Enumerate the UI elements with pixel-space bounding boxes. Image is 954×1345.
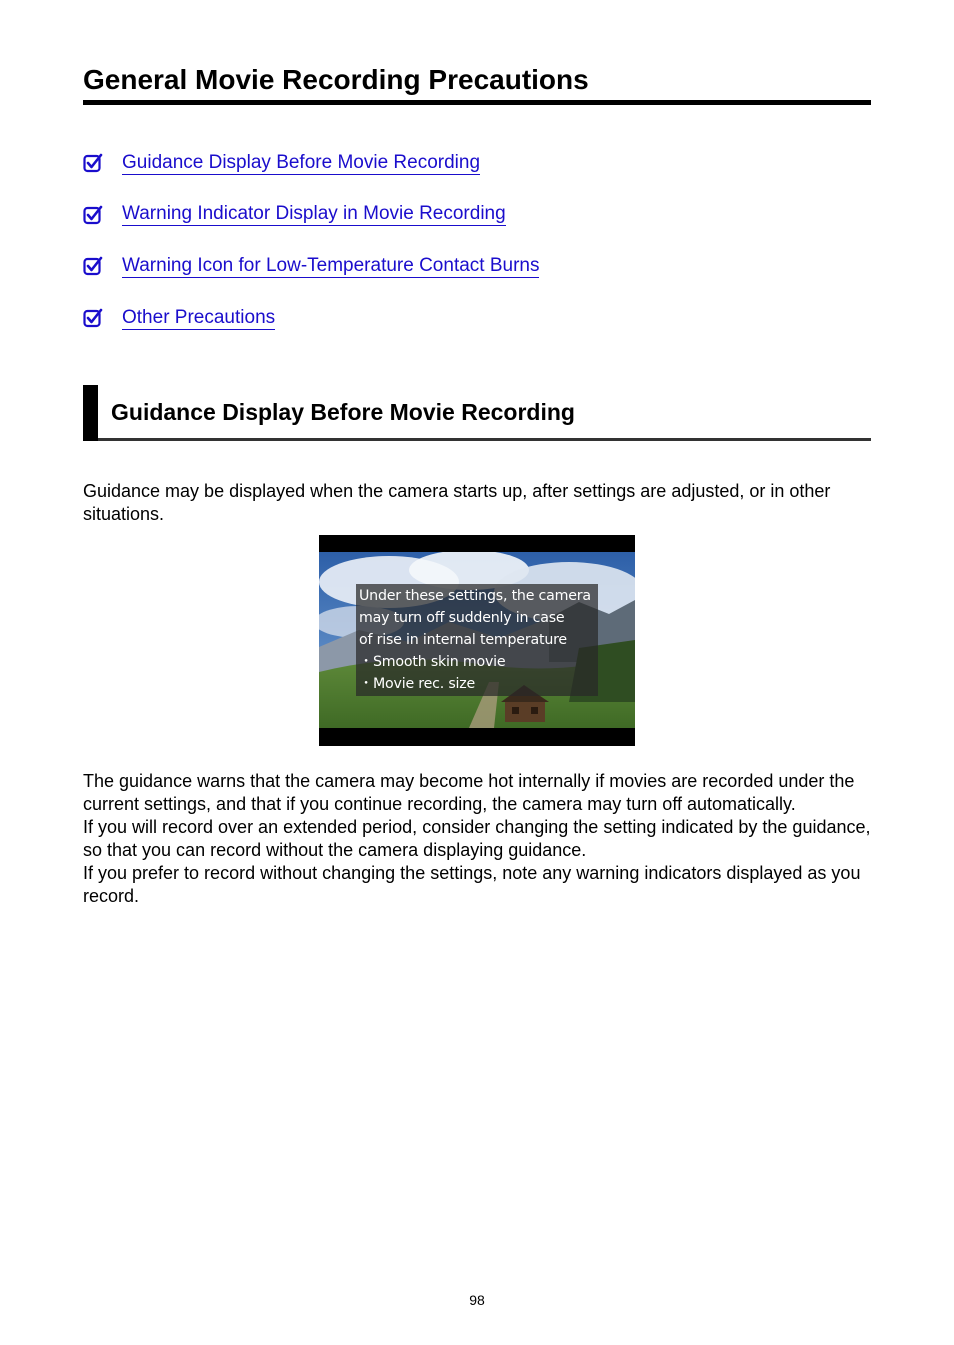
- section-heading: [83, 385, 871, 441]
- section-body: [83, 770, 873, 908]
- camera-screen-image: [319, 535, 635, 746]
- checkbox-icon: [83, 308, 103, 328]
- guidance-line: ・Smooth skin movie: [359, 654, 506, 670]
- section-heading-bar: [83, 385, 98, 441]
- toc-link-warning-icon-burns[interactable]: Warning Icon for Low-Temperature Contact Burns: [122, 254, 540, 276]
- checkbox-icon: [83, 153, 103, 173]
- guidance-line: Under these settings, the camera: [359, 588, 591, 604]
- guidance-line: ・Movie rec. size: [359, 676, 476, 692]
- body-paragraph: If you will record over an extended period, consider changing the setting indicated by the guidance, so that you can record without the camera displaying guidance.: [83, 817, 871, 860]
- guidance-overlay: [356, 584, 598, 696]
- toc-link-other-precautions[interactable]: Other Precautions: [122, 306, 276, 328]
- toc-item-warning-icon-burns[interactable]: [83, 253, 539, 279]
- section-title: Guidance Display Before Movie Recording: [111, 399, 575, 425]
- toc-item-warning-indicator[interactable]: [83, 202, 539, 228]
- checkbox-icon: [83, 256, 103, 276]
- table-of-contents: [83, 150, 539, 357]
- guidance-line: may turn off suddenly in case: [359, 610, 565, 626]
- toc-item-guidance-display[interactable]: [83, 150, 539, 176]
- toc-link-warning-indicator[interactable]: Warning Indicator Display in Movie Recording: [122, 203, 506, 225]
- body-paragraph: If you prefer to record without changing the settings, note any warning indicators displayed as you record.: [83, 863, 861, 906]
- section-intro: Guidance may be displayed when the camera starts up, after settings are adjusted, or in other situations.: [83, 481, 831, 524]
- guidance-line: of rise in internal temperature: [359, 632, 567, 648]
- page-number: 98: [469, 1292, 485, 1308]
- toc-item-other-precautions[interactable]: [83, 305, 539, 331]
- checkbox-icon: [83, 205, 103, 225]
- body-paragraph: The guidance warns that the camera may become hot internally if movies are recorded under the current settings, and that if you continue recording, the camera may turn off automatically.: [83, 771, 855, 814]
- page-title: General Movie Recording Precautions: [83, 62, 871, 105]
- toc-link-guidance-display[interactable]: Guidance Display Before Movie Recording: [122, 151, 481, 173]
